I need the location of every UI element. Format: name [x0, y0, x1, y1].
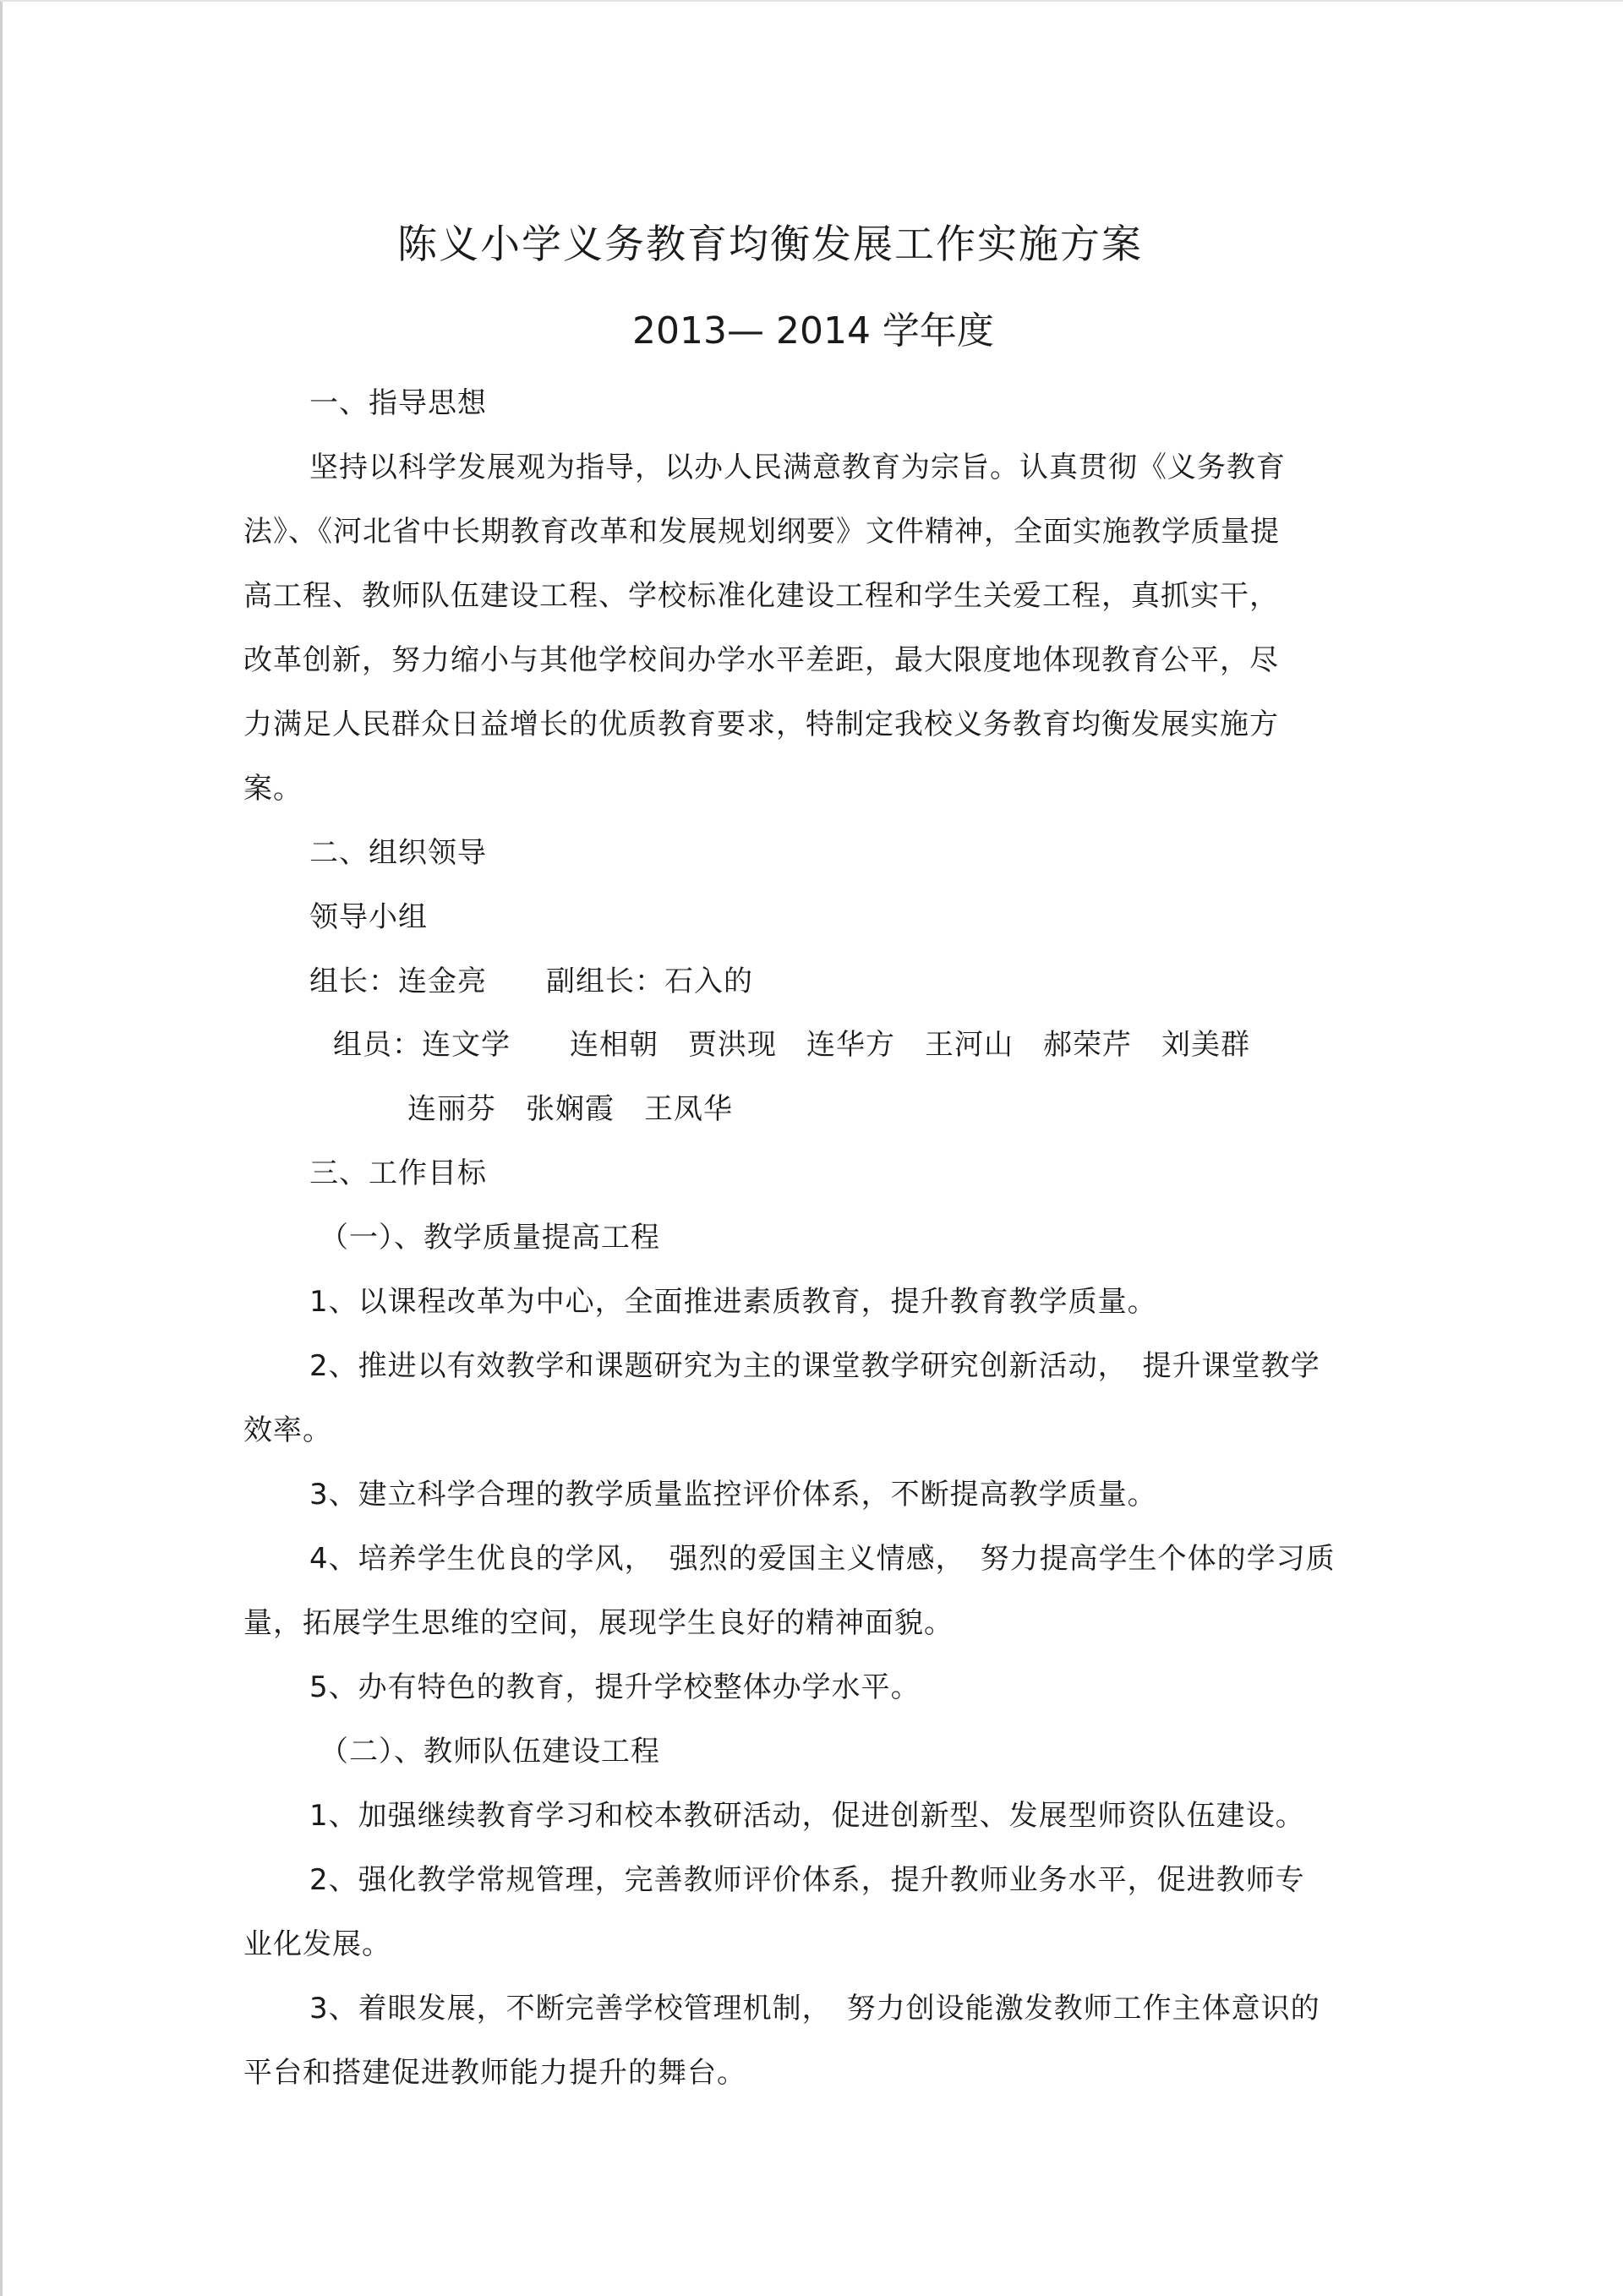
list-item: 3、建立科学合理的教学质量监控评价体系，不断提高教学质量。 [309, 1478, 1157, 1512]
list-item: 3、着眼发展，不断完善学校管理机制， 努力创设能激发教师工作主体意识的 [309, 1992, 1320, 2025]
page-left-edge [0, 0, 3, 2296]
list-item-continued: 量，拓展学生思维的空间，展现学生良好的精神面貌。 [243, 1606, 954, 1640]
list-item: 1、加强继续教育学习和校本教研活动，促进创新型、发展型师资队伍建设。 [309, 1799, 1305, 1833]
group-members-line-continued: 连丽芬 张娴霞 王凤华 [407, 1092, 733, 1126]
subsection-heading-teacher-team: （二）、教师队伍建设工程 [320, 1735, 660, 1768]
paragraph-line: 案。 [243, 772, 303, 806]
section-heading-guiding-ideology: 一、指导思想 [309, 386, 487, 420]
document-subtitle: 2013— 2014 学年度 [632, 309, 994, 353]
list-item-continued: 平台和搭建促进教师能力提升的舞台。 [243, 2056, 746, 2090]
group-members-line: 组员：连文学 连相朝 贾洪现 连华方 王河山 郝荣芹 刘美群 [333, 1028, 1250, 1062]
paragraph-line: 高工程、教师队伍建设工程、学校标准化建设工程和学生关爱工程，真抓实干， [243, 579, 1279, 613]
list-item-continued: 业化发展。 [243, 1927, 391, 1961]
list-item: 1、以课程改革为中心，全面推进素质教育，提升教育教学质量。 [309, 1285, 1157, 1319]
group-leaders-line: 组长：连金亮 副组长：石入的 [309, 965, 753, 998]
list-item: 2、强化教学常规管理，完善教师评价体系，提升教师业务水平，促进教师专 [309, 1863, 1305, 1897]
list-item-continued: 效率。 [243, 1413, 332, 1447]
paragraph-line: 力满足人民群众日益增长的优质教育要求，特制定我校义务教育均衡发展实施方 [243, 708, 1279, 741]
subsection-heading-teaching-quality: （一）、教学质量提高工程 [320, 1221, 660, 1255]
paragraph-line: 改革创新，努力缩小与其他学校间办学水平差距，最大限度地体现教育公平，尽 [243, 643, 1279, 677]
section-heading-work-goals: 三、工作目标 [309, 1156, 487, 1190]
leadership-group-label: 领导小组 [309, 900, 428, 934]
paragraph-line: 法》、《河北省中长期教育改革和发展规划纲要》文件精神，全面实施教学质量提 [243, 515, 1280, 549]
section-heading-organization: 二、组织领导 [309, 836, 487, 870]
list-item: 5、办有特色的教育，提升学校整体办学水平。 [309, 1670, 921, 1704]
list-item: 2、推进以有效教学和课题研究为主的课堂教学研究创新活动， 提升课堂教学 [309, 1349, 1320, 1383]
list-item: 4、培养学生优良的学风， 强烈的爱国主义情感， 努力提高学生个体的学习质 [309, 1542, 1336, 1576]
document-title: 陈义小学义务教育均衡发展工作实施方案 [397, 221, 1143, 268]
page-top-edge [0, 0, 1623, 2]
paragraph-line: 坚持以科学发展观为指导，以办人民满意教育为宗旨。认真贯彻《义务教育 [309, 451, 1286, 484]
